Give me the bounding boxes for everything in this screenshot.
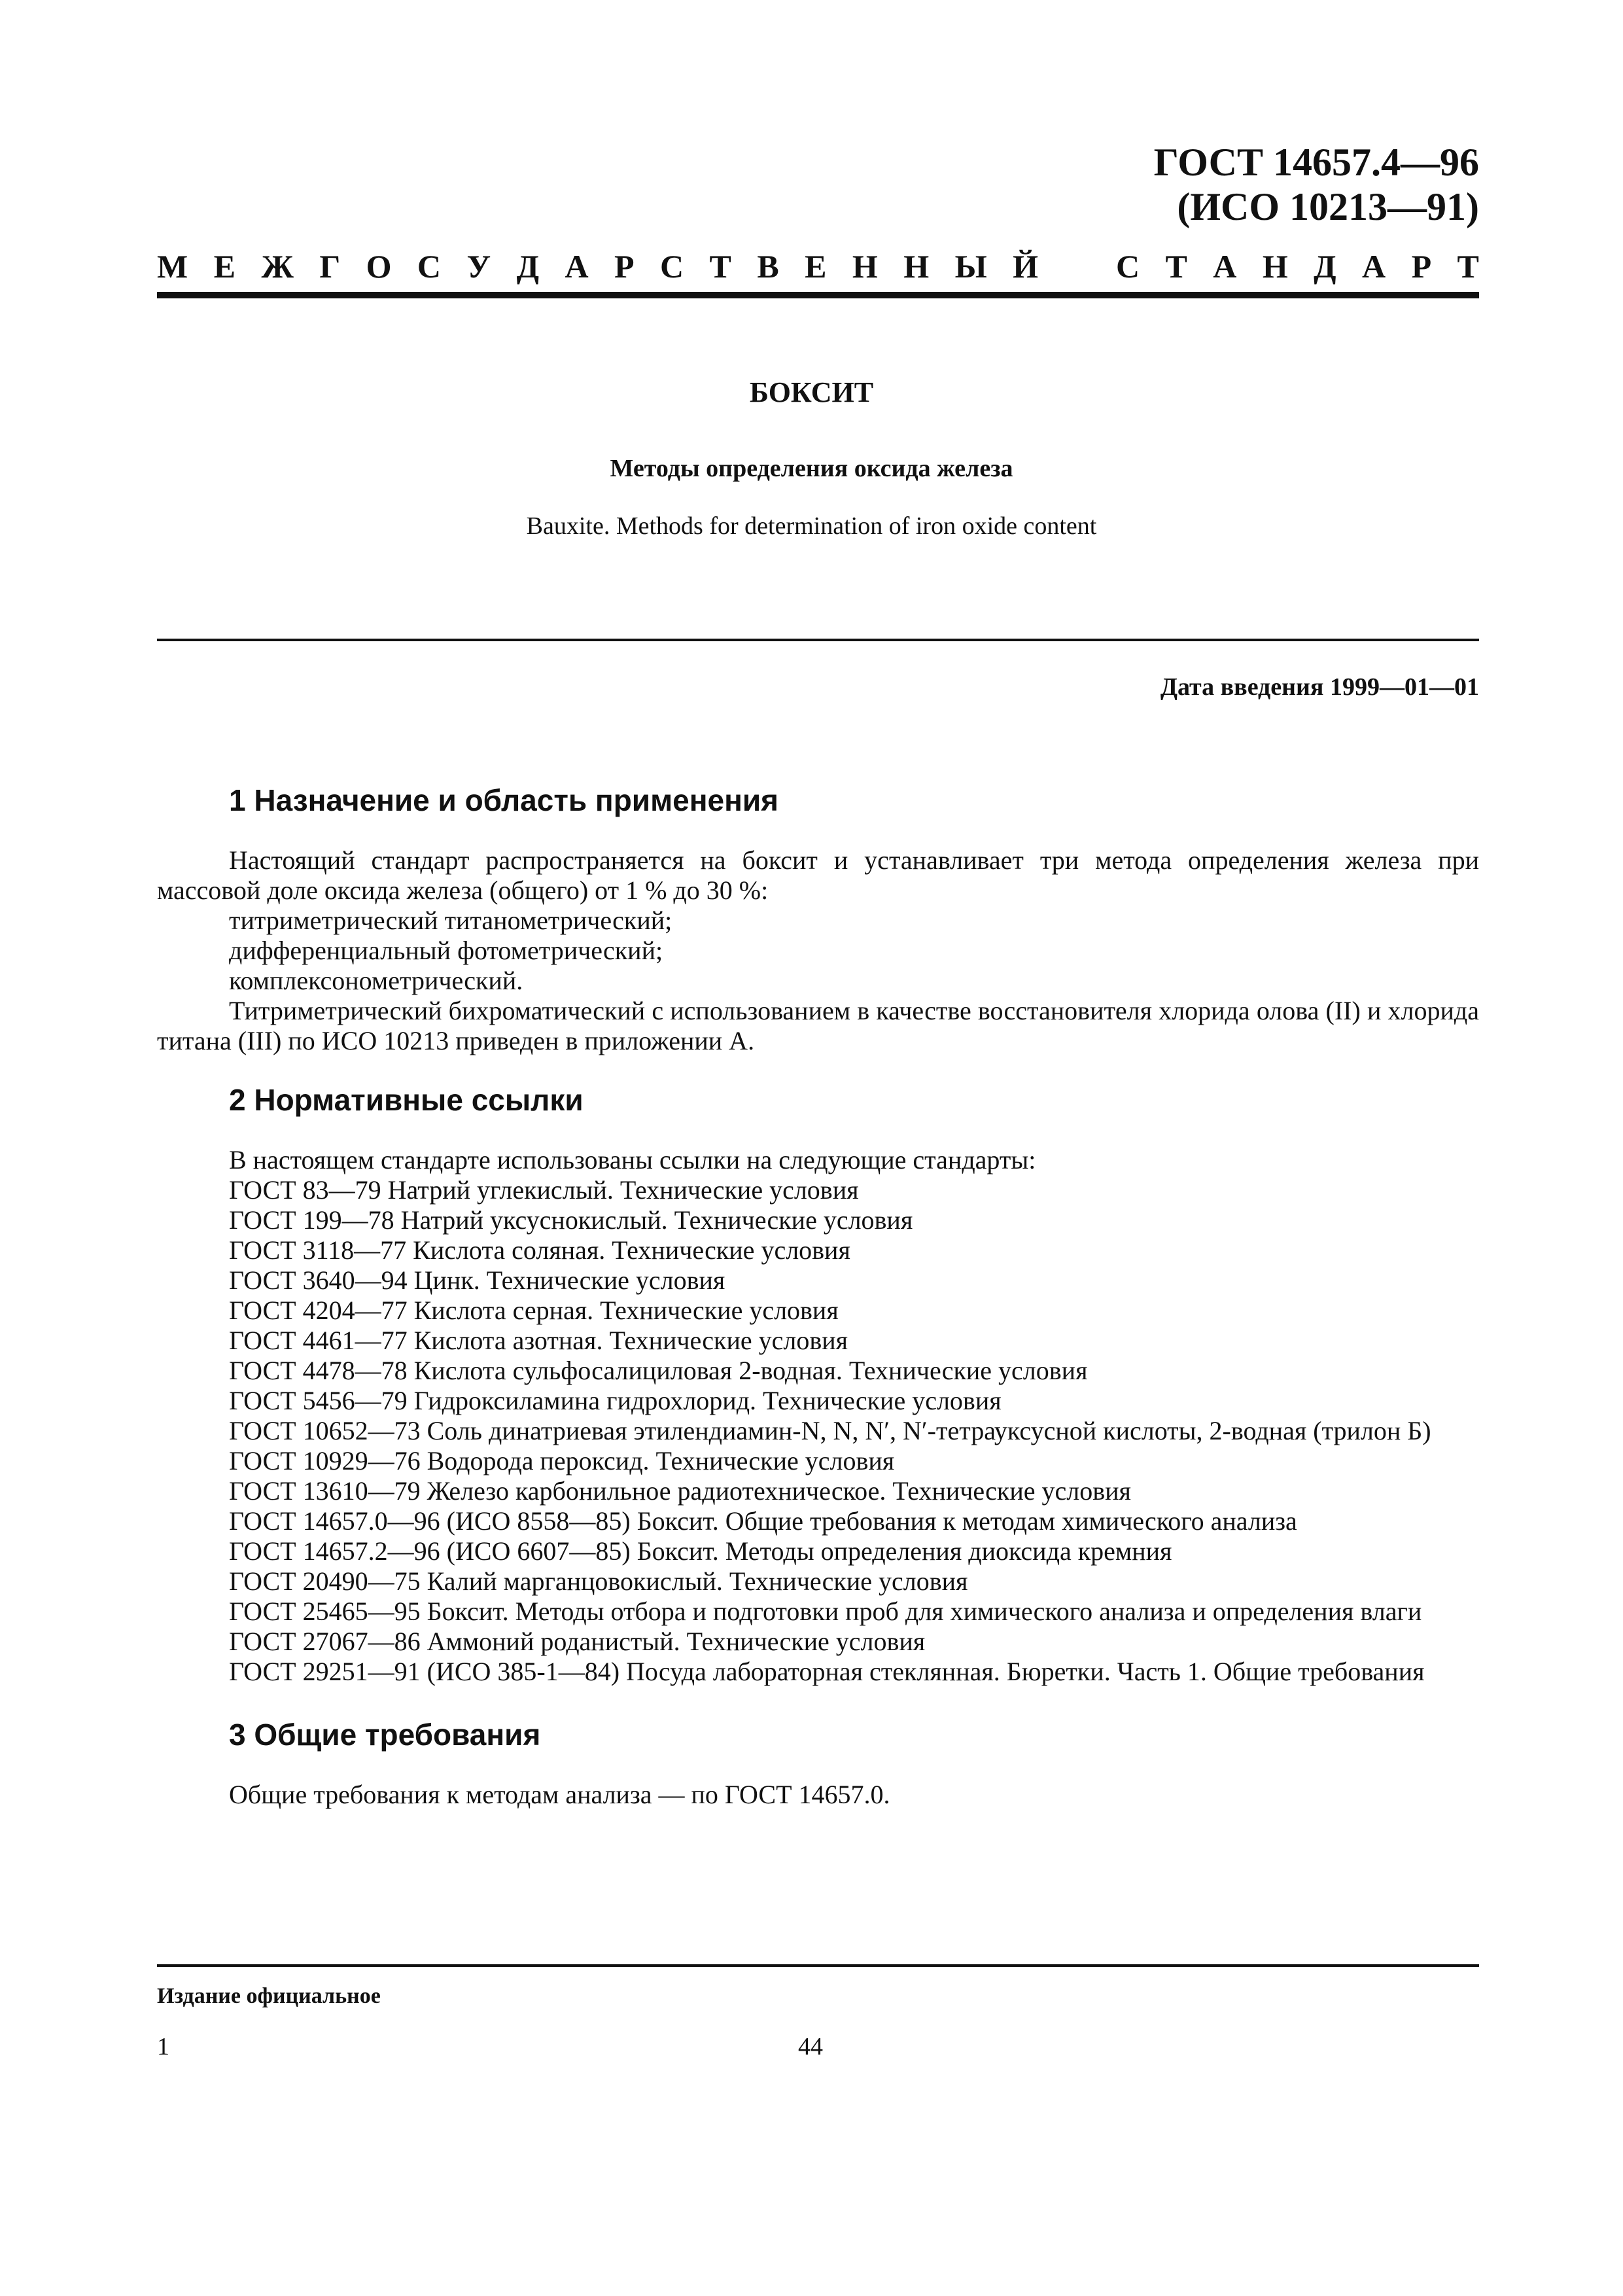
section-1-heading: 1 Назначение и область применения — [229, 783, 778, 817]
header-letter: С — [1115, 248, 1140, 285]
header-letter: А — [1362, 248, 1386, 285]
reference-item: ГОСТ 10929—76 Водорода пероксид. Технические условия — [229, 1446, 895, 1475]
reference-item: ГОСТ 29251—91 (ИСО 385-1—84) Посуда лабораторная стеклянная. Бюретки. Часть 1. Общие требования — [229, 1657, 1425, 1686]
section-2-heading: 2 Нормативные ссылки — [229, 1083, 584, 1117]
standard-number: ГОСТ 14657.4—96 — [1153, 141, 1479, 184]
document-title: БОКСИТ — [749, 376, 874, 408]
english-title: Bauxite. Methods for determination of iron oxide content — [526, 512, 1097, 540]
reference-item: ГОСТ 199—78 Натрий уксуснокислый. Технические условия — [229, 1205, 913, 1235]
method-item: титриметрический титанометрический; — [229, 906, 672, 935]
header-letter: У — [466, 248, 491, 285]
header-letter: Ж — [261, 248, 294, 285]
reference-item: ГОСТ 13610—79 Железо карбонильное радиотехническое. Технические условия — [229, 1476, 1131, 1506]
normative-references-list — [157, 1175, 1479, 1687]
spacer — [157, 1687, 1479, 1720]
header-letter: Н — [903, 248, 930, 285]
section-1-paragraph-2: Титриметрический бихроматический с использованием в качестве восстановителя хлорида олова (II) и хлорида титана (III) по ИСО 10213 приведен в приложении А. — [157, 996, 1479, 1055]
reference-item: ГОСТ 4461—77 Кислота азотная. Технические условия — [229, 1326, 848, 1355]
header-rule — [157, 292, 1479, 298]
header-letter: Т — [709, 248, 731, 285]
document-body — [157, 785, 1479, 1810]
header-letter: А — [565, 248, 589, 285]
reference-item: ГОСТ 10652—73 Соль динатриевая этилендиамин-N, N, N′, N′-тетрауксусной кислоты, 2-водная (трилон Б) — [229, 1416, 1431, 1445]
header-letter: Д — [516, 248, 540, 285]
reference-item: ГОСТ 14657.2—96 (ИСО 6607—85) Боксит. Методы определения диоксида кремния — [229, 1536, 1172, 1566]
reference-item: ГОСТ 83—79 Натрий углекислый. Технические условия — [229, 1175, 859, 1205]
introduction-date: Дата введения 1999—01—01 — [1160, 673, 1479, 701]
header-letter: Д — [1314, 248, 1336, 285]
header-letter: Г — [319, 248, 341, 285]
standard-number-block — [1154, 140, 1479, 229]
header-letter: Н — [852, 248, 878, 285]
header-letter: Р — [1411, 248, 1432, 285]
interstate-standard-header — [157, 243, 1479, 289]
header-letter: Ы — [954, 248, 987, 285]
section-1-paragraph: Настоящий стандарт распространяется на боксит и устанавливает три метода определения железа при массовой доле оксида железа (общего) от 1 % до 30 %: — [157, 845, 1479, 905]
section-3-paragraph: Общие требования к методам анализа — по ГОСТ 14657.0. — [229, 1780, 890, 1809]
iso-number: (ИСО 10213—91) — [1177, 185, 1479, 228]
reference-item: ГОСТ 27067—86 Аммоний роданистый. Технические условия — [229, 1627, 926, 1656]
section-2-intro: В настоящем стандарте использованы ссылки на следующие стандарты: — [229, 1145, 1036, 1174]
reference-item: ГОСТ 3640—94 Цинк. Технические условия — [229, 1265, 725, 1295]
header-letter: Е — [213, 248, 236, 285]
reference-item: ГОСТ 3118—77 Кислота соляная. Технические условия — [229, 1235, 850, 1265]
official-edition-label: Издание официальное — [157, 1984, 381, 2008]
header-letter: С — [417, 248, 442, 285]
header-letter: М — [157, 248, 188, 285]
page-number: 44 — [798, 2033, 823, 2060]
reference-item: ГОСТ 14657.0—96 (ИСО 8558—85) Боксит. Общие требования к методам химического анализа — [229, 1506, 1297, 1536]
header-letter: Й — [1013, 248, 1039, 285]
header-letter: Е — [805, 248, 827, 285]
header-letter: А — [1213, 248, 1237, 285]
footer-rule — [157, 1964, 1479, 1967]
header-letter: В — [757, 248, 779, 285]
reference-item: ГОСТ 25465—95 Боксит. Методы отбора и подготовки проб для химического анализа и определения влаги — [229, 1597, 1422, 1626]
reference-item: ГОСТ 4204—77 Кислота серная. Технические условия — [229, 1296, 839, 1325]
header-letter: О — [366, 248, 392, 285]
method-item: дифференциальный фотометрический; — [229, 936, 663, 965]
method-item: комплексонометрический. — [229, 966, 523, 995]
reference-item: ГОСТ 4478—78 Кислота сульфосалициловая 2-водная. Технические условия — [229, 1356, 1088, 1385]
reference-item: ГОСТ 5456—79 Гидроксиламина гидрохлорид. Технические условия — [229, 1386, 1002, 1415]
header-letter: Т — [1165, 248, 1187, 285]
section-3-heading: 3 Общие требования — [229, 1718, 541, 1752]
document-subtitle: Методы определения оксида железа — [610, 455, 1013, 482]
reference-item: ГОСТ 20490—75 Калий марганцовокислый. Технические условия — [229, 1566, 968, 1596]
sheet-number: 1 — [157, 2033, 169, 2060]
header-letter: Т — [1457, 248, 1479, 285]
title-rule — [157, 639, 1479, 641]
header-letter: С — [659, 248, 684, 285]
header-letter: Н — [1262, 248, 1288, 285]
header-letter: Р — [614, 248, 635, 285]
spacer — [157, 1056, 1479, 1085]
